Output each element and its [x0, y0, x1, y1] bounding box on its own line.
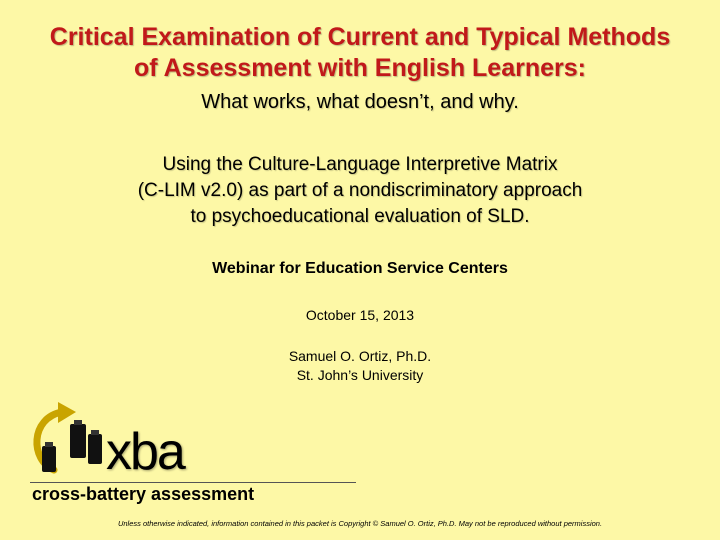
- logo-divider: [30, 482, 356, 483]
- arrow-head-icon: [58, 402, 76, 423]
- title-line-1: Critical Examination of Current and Typical Methods: [49, 23, 671, 51]
- copyright-footer: Unless otherwise indicated, information contained in this packet is Copyright © Samuel O. Ortiz, Ph.D. May not be reproduced without permission.: [117, 519, 603, 528]
- author-affiliation: St. John’s University: [296, 367, 424, 383]
- battery-icon: [42, 420, 102, 472]
- webinar-heading: Webinar for Education Service Centers: [212, 260, 508, 277]
- slide-subtitle: What works, what doesn’t, and why.: [201, 91, 519, 113]
- author-name: Samuel O. Ortiz, Ph.D.: [288, 348, 432, 364]
- description-line-2: (C-LIM v2.0) as part of a nondiscriminatory approach: [137, 180, 583, 201]
- title-line-2: of Assessment with English Learners:: [134, 54, 586, 82]
- presentation-date: October 15, 2013: [305, 307, 415, 323]
- logo-wordmark: xba: [106, 423, 184, 481]
- author-info: [0, 347, 720, 385]
- description-block: [0, 152, 720, 230]
- description-line-1: Using the Culture-Language Interpretive Matrix: [162, 154, 558, 175]
- logo-tagline: cross-battery assessment: [32, 484, 255, 504]
- xba-logo: [24, 400, 364, 510]
- description-line-3: to psychoeducational evaluation of SLD.: [190, 206, 530, 227]
- slide-title: [0, 22, 720, 84]
